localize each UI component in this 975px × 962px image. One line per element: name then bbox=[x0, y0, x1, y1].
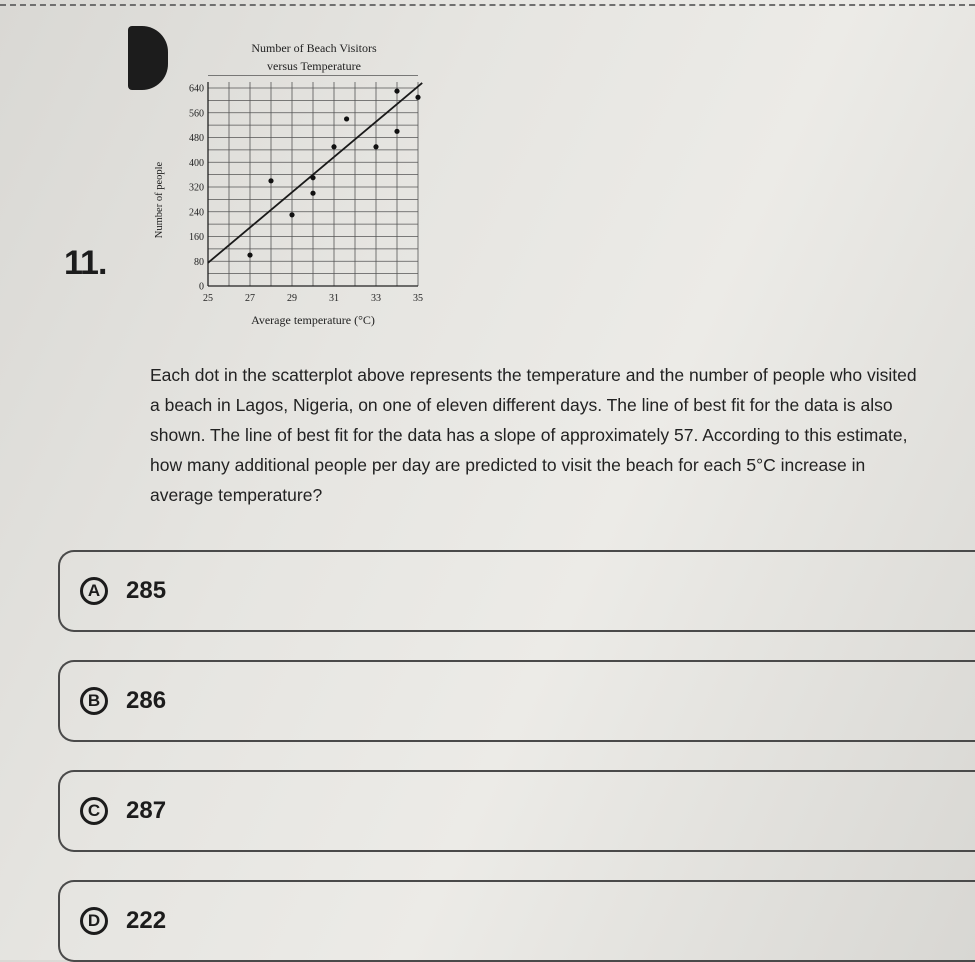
y-tick-label: 0 bbox=[199, 281, 204, 293]
data-point bbox=[331, 144, 336, 149]
data-point bbox=[373, 144, 378, 149]
y-tick-label: 560 bbox=[189, 108, 204, 120]
data-point bbox=[344, 116, 349, 121]
choice-b-text: 286 bbox=[126, 687, 167, 714]
data-point bbox=[268, 178, 273, 183]
y-tick-label: 400 bbox=[189, 157, 204, 169]
choice-b[interactable] bbox=[58, 660, 975, 742]
data-point bbox=[415, 95, 420, 100]
data-point bbox=[310, 191, 315, 196]
x-tick-label: 35 bbox=[413, 293, 423, 304]
choice-c[interactable] bbox=[58, 770, 975, 852]
y-axis-label: Number of people bbox=[154, 161, 165, 239]
data-point bbox=[394, 88, 399, 93]
y-tick-label: 320 bbox=[189, 182, 204, 194]
x-tick-label: 33 bbox=[371, 293, 381, 304]
choice-c-text: 287 bbox=[126, 797, 167, 824]
choice-a-text: 285 bbox=[126, 577, 167, 604]
x-tick-label: 29 bbox=[287, 293, 297, 304]
choice-a[interactable] bbox=[58, 550, 975, 632]
x-tick-label: 27 bbox=[245, 293, 255, 304]
data-point bbox=[247, 252, 252, 257]
choice-d[interactable] bbox=[58, 880, 975, 962]
x-axis-label: Average temperature (°C) bbox=[251, 313, 375, 327]
y-tick-label: 240 bbox=[189, 207, 204, 219]
page-top-dashed-border bbox=[0, 4, 975, 6]
x-tick-label: 31 bbox=[329, 293, 339, 304]
choice-d-letter: D bbox=[80, 907, 108, 935]
question-number: 11. bbox=[64, 244, 107, 282]
data-point bbox=[394, 129, 399, 134]
y-tick-labels bbox=[189, 84, 204, 293]
chart-subtitle: versus Temperature bbox=[267, 59, 361, 73]
y-tick-label: 80 bbox=[194, 256, 204, 268]
y-tick-label: 640 bbox=[189, 83, 204, 95]
best-fit-line bbox=[208, 83, 422, 263]
data-point bbox=[310, 175, 315, 180]
scatterplot-chart bbox=[140, 30, 440, 340]
choice-c-letter: C bbox=[80, 797, 108, 825]
chart-grid bbox=[208, 76, 418, 286]
question-text: Each dot in the scatterplot above represents the temperature and the number of people who visited a beach in Lagos, Nigeria, on one of eleven different days. The line of best fit for the data is also shown. The line of best fit for the data has a slope of approximately 57. According to this estimate, how many additional people per day are predicted to visit the beach for each 5°C increase in average temperature? bbox=[150, 365, 917, 505]
x-tick-label: 25 bbox=[203, 293, 213, 304]
best-fit-line-group bbox=[208, 83, 422, 263]
x-tick-labels bbox=[203, 293, 423, 304]
choice-b-letter: B bbox=[80, 687, 108, 715]
y-tick-label: 480 bbox=[189, 133, 204, 144]
choice-a-letter: A bbox=[80, 577, 108, 605]
y-tick-label: 160 bbox=[189, 232, 204, 243]
chart-title: Number of Beach Visitors bbox=[251, 41, 377, 55]
data-point bbox=[289, 212, 294, 217]
choice-d-text: 222 bbox=[126, 907, 167, 934]
